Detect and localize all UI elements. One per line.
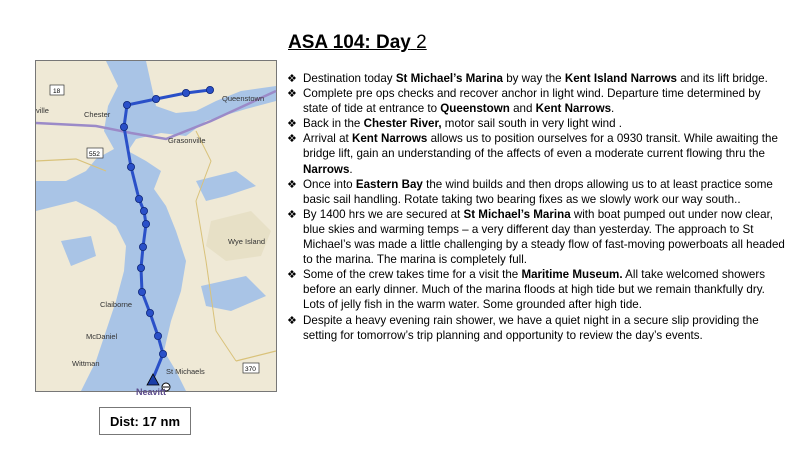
route-map-svg (36, 61, 276, 397)
bullet-text-run: and (509, 102, 536, 116)
map-route-waypoint (120, 123, 127, 130)
bullet-text-run: Kent Island Narrows (564, 72, 677, 85)
bullet-text-run: the wind builds and then drops allowing us to at least practice some basic sail handling. Rotate taking two bearing fixes as we slowly work our way south.. (303, 177, 773, 206)
map-label-wittman: Wittman (72, 359, 100, 368)
bullet-text-run: Narrows (303, 162, 350, 176)
bullet-diamond-icon: ❖ (287, 72, 297, 85)
bullet-text-run: by way the (502, 72, 565, 85)
map-label-grasonville: Grasonville (168, 136, 206, 145)
slide-title (288, 32, 427, 54)
map-route-waypoint (123, 101, 130, 108)
map-route-waypoint (137, 264, 144, 271)
bullet-item (287, 267, 787, 312)
bullet-text-run: allows us to position ourselves for a 0930 transit. While awaiting the bridge lift, gain an understanding of the affects of even a moderate current flowing thru the (303, 132, 778, 161)
map-shield-370-label: 370 (245, 366, 256, 373)
map-shield-552-label: 552 (89, 151, 100, 158)
map-route-waypoint (154, 332, 161, 339)
route-map (35, 60, 277, 397)
bullet-item (287, 131, 787, 176)
map-route-waypoint (135, 195, 142, 202)
bullet-text-run: Kent Narrows (351, 132, 428, 146)
bullet-text-run: Kent Narrows (535, 102, 612, 116)
bullet-diamond-icon: ❖ (287, 268, 297, 282)
bullet-diamond-icon: ❖ (287, 177, 297, 191)
map-route-waypoint (182, 89, 189, 96)
map-route-waypoint (138, 288, 145, 295)
bullet-diamond-icon: ❖ (287, 87, 297, 101)
bullet-text-run: St Michael’s Marina (463, 207, 571, 221)
bullet-text-run: Back in the (303, 117, 364, 131)
bullet-text-run: Destination today (303, 72, 396, 85)
map-route-waypoint (146, 309, 153, 316)
bullet-text-run: St Michael’s Marina (395, 72, 503, 85)
bullet-diamond-icon: ❖ (287, 313, 297, 327)
bullet-text-run: Maritime Museum. (521, 268, 623, 282)
itinerary-bullet-list (287, 71, 787, 343)
map-route-waypoint (140, 207, 147, 214)
bullet-text-run: Once into (303, 177, 356, 191)
bullet-text-run: motor sail south in very light wind . (441, 117, 623, 131)
bullet-text-run: Arrival at (303, 132, 352, 146)
bullet-item (287, 71, 787, 86)
map-route-waypoint (142, 220, 149, 227)
bullet-text-run: All take welcomed showers before an early dinner. Much of the marina floods at high tide but we remain thankfully dry. Lots of jelly fish in the warm water. Some grounded after high tide. (303, 268, 766, 312)
map-label-claiborne: Claiborne (100, 300, 133, 309)
bullet-text-run: with boat pumped out under now clear, blue skies and warming temps – a very different day than yesterday. The approach to St Michael’s was made a little challenging by a steady flow of fast-moving powerboats all headed to the marina. The marina is completely full. (303, 207, 785, 267)
bullet-text-run: Chester River, (363, 117, 442, 131)
bullet-text-run: Some of the crew takes time for a visit the (303, 268, 522, 282)
map-label-neavitt: Neavitt (136, 387, 167, 397)
bullet-item (287, 116, 787, 131)
bullet-text-run: . (611, 102, 615, 116)
map-route-waypoint (127, 163, 134, 170)
map-label-mcdaniel: McDaniel (86, 332, 118, 341)
map-label-st-michaels: St Michaels (166, 367, 205, 376)
map-shield-18-label: 18 (53, 88, 61, 95)
map-route-waypoint (152, 95, 159, 102)
map-route-waypoint (159, 350, 166, 357)
map-route-waypoint (139, 243, 146, 250)
map-label-queenstown: Queenstown (222, 94, 265, 103)
bullet-text-run: Queenstown (440, 102, 510, 116)
bullet-diamond-icon: ❖ (287, 207, 297, 221)
map-label-ville: ville (36, 106, 49, 115)
slide-title-bold: ASA 104: Day (288, 32, 411, 53)
bullet-text-run: Complete pre ops checks and recover anchor in light wind. Departure time determined by state of tide at entrance to (303, 87, 761, 116)
bullet-text-run: Despite a heavy evening rain shower, we have a quiet night in a secure slip providing the setting for tomorrow’s trip planning and opportunity to review the day’s events. (303, 313, 759, 342)
bullet-diamond-icon: ❖ (287, 132, 297, 146)
bullet-text-run: By 1400 hrs we are secured at (303, 207, 464, 221)
bullet-text-run: Eastern Bay (355, 177, 423, 191)
bullet-item (287, 86, 787, 116)
distance-label: Dist: 17 nm (99, 407, 191, 435)
bullet-diamond-icon: ❖ (287, 117, 297, 131)
bullet-text-run: . (349, 162, 353, 176)
bullet-text-run: and its lift bridge. (676, 72, 768, 85)
slide-title-number: 2 (416, 32, 427, 53)
bullet-item (287, 207, 787, 267)
bullet-item (287, 313, 787, 343)
map-label-chester: Chester (84, 110, 111, 119)
map-label-wye-island: Wye Island (228, 237, 266, 246)
bullet-item (287, 177, 787, 207)
map-route-waypoint (206, 86, 213, 93)
